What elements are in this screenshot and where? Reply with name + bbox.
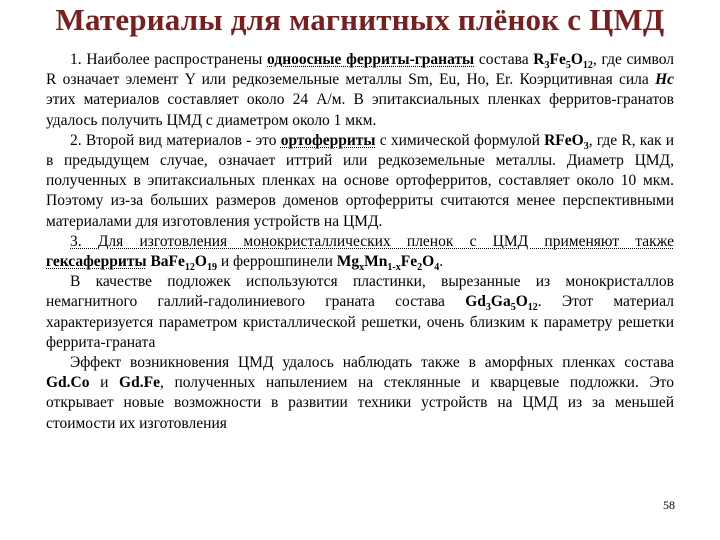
formula-sub: 2 <box>417 262 423 274</box>
formula-sub: x <box>359 262 365 274</box>
p2-text-3: , где R, как и в предыдущем случае, означает иттрий или редкоземельные металлы. Диаметр ЦМД, полученных в эпитаксиальных пленках на основе ортоферритов, составляет около 10 мкм. Поэтому из-за больших размеров доменов ортоферриты считаются менее перспективными материалами для изготовления устройств на ЦМД. <box>46 131 674 230</box>
formula-part: Ga <box>490 293 511 311</box>
p2-formula <box>544 131 589 152</box>
p2-term-orthoferrites: ортоферриты <box>280 131 376 149</box>
formula-part: O <box>194 253 207 271</box>
formula-sub: 5 <box>510 302 516 314</box>
p3-term-hexaferrites: гексаферриты <box>46 253 147 271</box>
p5-text-1: Эффект возникновения ЦМД удалось наблюдать также в аморфных пленках состава <box>70 354 674 372</box>
p4-text-2: . Этот материал характеризуется параметром кристаллической решетки, очень близким к параметру решетки феррита-граната <box>46 293 674 351</box>
slide-title: Материалы для магнитных плёнок с ЦМД <box>55 2 665 37</box>
formula-part: Mg <box>336 253 360 271</box>
p2-text-2: с химической формулой <box>375 131 545 149</box>
formula-part: O <box>515 293 528 311</box>
paragraph-2 <box>46 131 674 232</box>
p1-text-1: 1. Наиболее распространены <box>70 51 268 68</box>
p5-text-3: , полученных напылением на стеклянные и кварцевые подложки. Это открывает новые возможности в развитии техники устройств на ЦМД из за меньшей стоимости их изготовления <box>46 374 675 432</box>
paragraph-4 <box>46 272 674 353</box>
p3-formula-2 <box>336 253 440 274</box>
page-number: 58 <box>663 498 675 512</box>
p5-formula-2: Gd.Fe <box>119 374 160 392</box>
p1-text-3: , где символ R означает элемент Y или редкоземельные металлы Sm, Eu, Ho, Er. Коэрцитивная сила <box>46 51 675 89</box>
formula-sub: 3 <box>544 60 550 72</box>
p1-formula <box>533 51 593 72</box>
p1-hc-symbol: Hc <box>655 71 674 89</box>
p1-text-2: состава <box>474 51 534 68</box>
formula-part: RFeO <box>544 131 584 149</box>
p4-formula <box>465 293 538 314</box>
p1-term-garnets: одноосные ферриты-гранаты <box>267 51 475 68</box>
paragraph-5 <box>46 353 674 434</box>
p3-text-3: и феррошпинели <box>216 253 337 271</box>
formula-part: Fe <box>400 253 418 271</box>
p3-text-4: . <box>439 253 444 271</box>
p2-text-1: 2. Второй вид материалов - это <box>70 131 281 149</box>
formula-sub: 5 <box>565 60 571 72</box>
paragraph-3 <box>46 232 674 272</box>
formula-sub: 3 <box>583 140 589 152</box>
formula-sub: 12 <box>582 60 593 72</box>
formula-part: BaFe <box>150 253 185 271</box>
formula-part: O <box>422 253 435 271</box>
formula-sub: 1-x <box>387 262 401 274</box>
formula-sub: 12 <box>527 302 538 314</box>
formula-part: Fe <box>549 51 566 68</box>
formula-sub: 19 <box>206 262 217 274</box>
p5-formula-1: Gd.Co <box>46 374 90 392</box>
p3-formula-1 <box>150 253 217 274</box>
formula-part: R <box>533 51 545 68</box>
p1-text-4: этих материалов составляет около 24 А/м. В эпитаксиальных пленках ферритов-гранатов удалось получить ЦМД с диаметром около 1 мкм. <box>46 91 674 129</box>
p3-text-1: 3. Для изготовления монокристаллических пленок с ЦМД применяют также <box>70 232 674 250</box>
formula-sub: 12 <box>184 262 195 274</box>
paragraph-1 <box>46 50 674 131</box>
formula-part: O <box>570 51 583 68</box>
p5-text-2: и <box>89 374 120 392</box>
formula-part: Mn <box>364 253 388 271</box>
formula-sub: 3 <box>485 302 491 314</box>
slide-body <box>46 50 674 434</box>
p4-text-1: В качестве подложек используются пластинки, вырезанные из монокристаллов немагнитного галлий-гадолиниевого граната состава <box>46 273 674 311</box>
formula-part: Gd <box>465 293 486 311</box>
formula-sub: 4 <box>434 262 440 274</box>
